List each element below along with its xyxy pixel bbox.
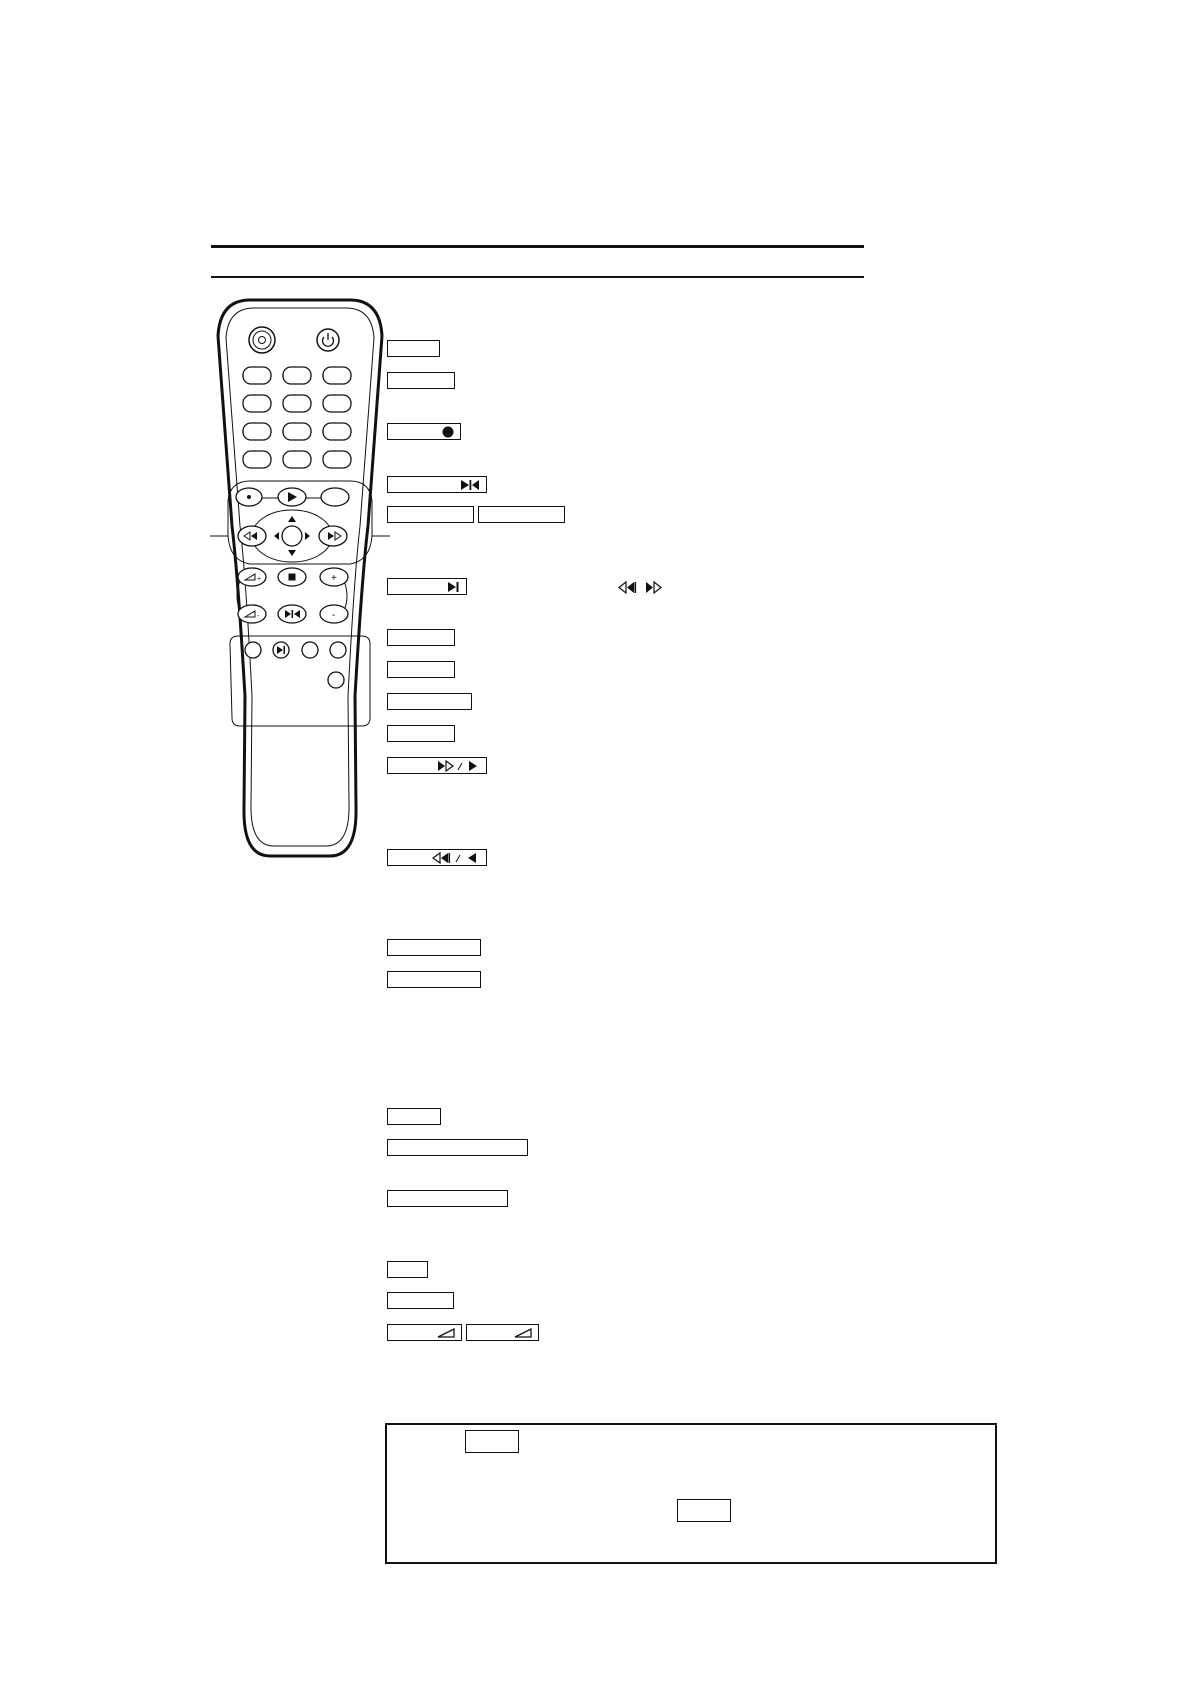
nav-up-key[interactable] — [288, 516, 296, 522]
forward-icon — [644, 581, 664, 594]
label-item-5 — [387, 939, 481, 956]
pause-step-key[interactable] — [278, 605, 306, 623]
volume-down-key[interactable] — [238, 605, 266, 623]
next-key[interactable] — [273, 642, 289, 658]
top-rule — [211, 245, 864, 248]
label-volume-up — [387, 1324, 462, 1341]
label-item-6 — [387, 971, 481, 988]
play-key[interactable] — [278, 488, 306, 506]
label-item-7 — [387, 1108, 441, 1125]
forward-key[interactable] — [319, 526, 347, 546]
note-key-2 — [677, 1499, 731, 1522]
note-key-1 — [465, 1430, 519, 1453]
label-item-11 — [387, 1292, 454, 1309]
label-forward — [387, 757, 487, 774]
nav-left-key[interactable] — [274, 532, 279, 540]
ok-key[interactable] — [282, 526, 302, 546]
record-dot-icon — [442, 426, 454, 438]
remote-control-illustration — [210, 296, 390, 866]
label-item-3 — [387, 693, 472, 710]
function-key[interactable] — [321, 488, 349, 506]
label-pair-a — [387, 506, 474, 523]
rewind-key[interactable] — [238, 526, 266, 546]
volume-bracket-right — [344, 581, 347, 611]
number-key-2[interactable] — [283, 367, 311, 384]
label-item-10 — [387, 1261, 428, 1278]
rewind-icon — [618, 581, 638, 594]
lower-key-4[interactable] — [330, 642, 346, 658]
svg-text:+: + — [257, 576, 262, 583]
stop-key[interactable] — [278, 568, 306, 586]
label-pause-step — [387, 476, 487, 493]
number-key-9[interactable] — [323, 423, 351, 440]
label-item-4 — [387, 725, 455, 742]
svg-text:-: - — [332, 610, 336, 621]
number-key-5[interactable] — [283, 395, 311, 412]
skip-icons — [618, 581, 664, 594]
lower-key-1[interactable] — [245, 642, 261, 658]
label-rewind — [387, 849, 487, 866]
header-rule — [211, 276, 864, 278]
number-key-8[interactable] — [283, 423, 311, 440]
pause-step-icon — [460, 479, 480, 491]
svg-text:-: - — [257, 613, 260, 620]
number-keypad — [243, 367, 351, 468]
label-item-9 — [387, 1190, 508, 1207]
lower-key-5[interactable] — [328, 672, 344, 688]
label-record — [387, 423, 461, 440]
nav-right-key[interactable] — [305, 532, 310, 540]
standby-button[interactable] — [317, 329, 339, 351]
label-next — [387, 578, 467, 595]
power-button[interactable] — [249, 327, 275, 353]
rewind-back-icon — [432, 852, 480, 864]
number-key-4[interactable] — [243, 395, 271, 412]
volume-icon — [514, 1328, 532, 1338]
label-volume-down — [466, 1324, 539, 1341]
number-key-6[interactable] — [323, 395, 351, 412]
record-key[interactable] — [236, 488, 262, 506]
label-power — [387, 340, 440, 357]
label-item-8 — [387, 1139, 528, 1156]
number-key-11[interactable] — [283, 451, 311, 468]
number-key-1[interactable] — [243, 367, 271, 384]
label-item-1 — [387, 629, 455, 646]
forward-play-icon — [436, 760, 480, 772]
label-standby — [387, 372, 455, 389]
next-icon — [447, 581, 460, 593]
volume-up-key[interactable] — [238, 568, 266, 586]
lower-key-3[interactable] — [302, 642, 318, 658]
plus-key[interactable] — [320, 568, 348, 586]
minus-key[interactable] — [320, 605, 348, 623]
volume-icon — [437, 1328, 455, 1338]
label-item-2 — [387, 661, 455, 678]
svg-text:+: + — [331, 573, 337, 584]
nav-down-key[interactable] — [288, 550, 296, 556]
number-key-3[interactable] — [323, 367, 351, 384]
note-box — [385, 1423, 997, 1564]
number-key-7[interactable] — [243, 423, 271, 440]
number-key-10[interactable] — [243, 451, 271, 468]
label-pair-b — [478, 506, 565, 523]
number-key-12[interactable] — [323, 451, 351, 468]
